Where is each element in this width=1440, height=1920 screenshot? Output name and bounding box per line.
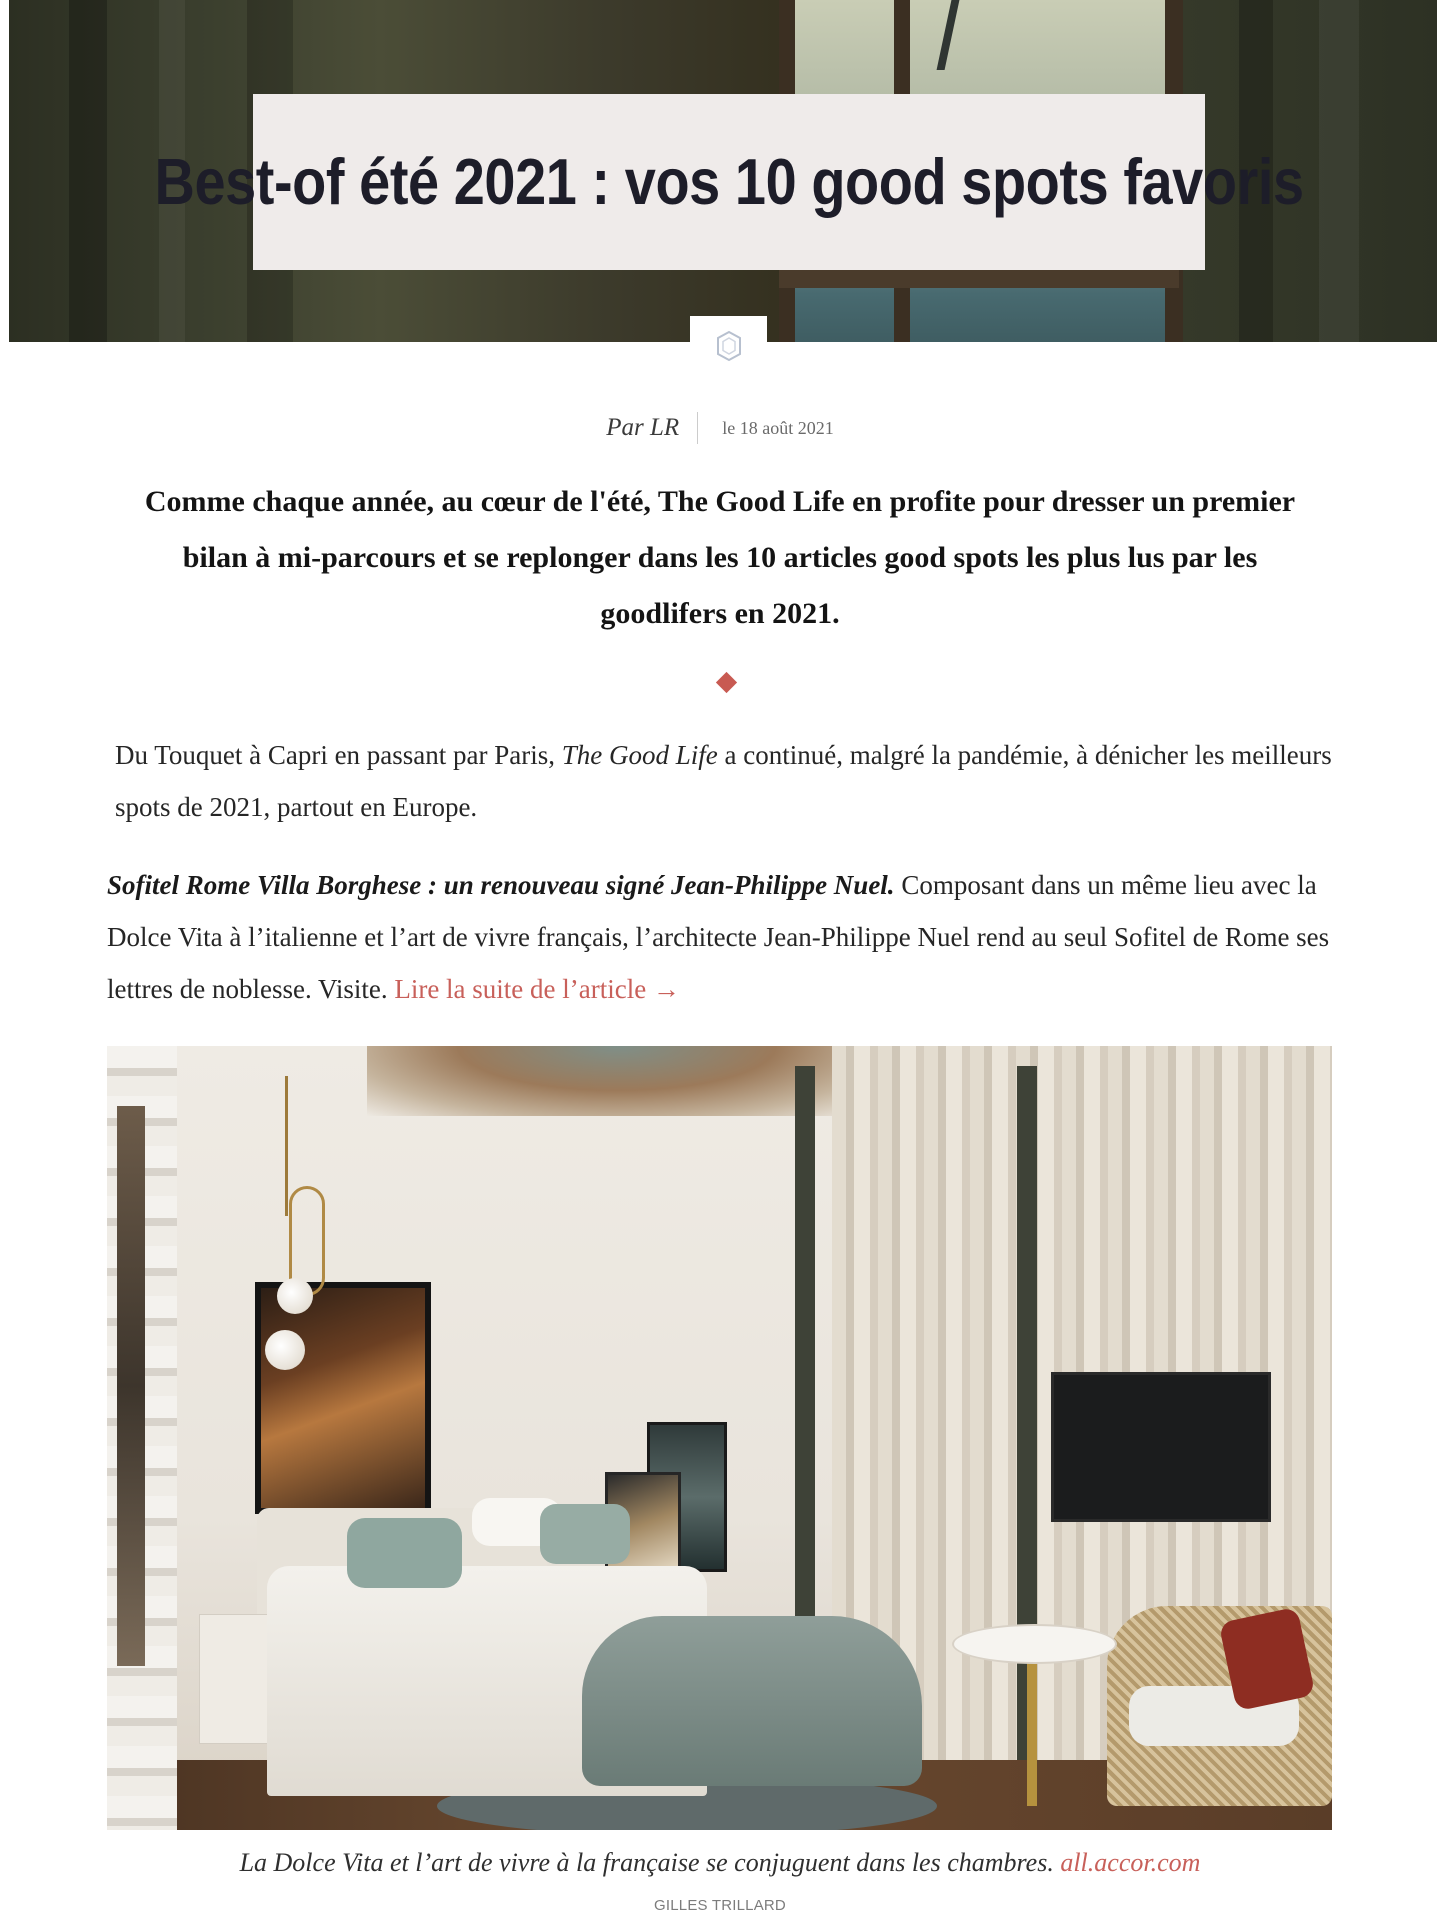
pillow (540, 1504, 630, 1564)
article-title: Best-of été 2021 : vos 10 good spots favoris (154, 145, 1304, 218)
curtain-shade (69, 0, 107, 342)
p1-text-end: a continué, malgré la pandémie, à dénicher les meilleurs spots de 2021, partout en Europe. (115, 740, 1332, 822)
article-intro: Comme chaque année, au cœur de l'été, The Good Life en profite pour dresser un premier bilan à mi-parcours et se replonger dans les 10 articles good spots les plus lus par les goodlifers en 2021. (144, 485, 1296, 630)
mirror-glass (117, 1106, 145, 1666)
side-table (952, 1624, 1117, 1664)
publish-date: le 18 août 2021 (722, 417, 834, 438)
p1-text-start: Du Touquet à Capri en passant par Paris, (115, 740, 562, 770)
body-paragraph-2 (107, 859, 1347, 1015)
author-name[interactable]: Par LR (606, 414, 680, 441)
wall-tv (1051, 1372, 1271, 1522)
pillow (347, 1518, 462, 1588)
site-logo-badge (690, 316, 767, 376)
caption-text: La Dolce Vita et l’art de vivre à la française se conjuguent dans les chambres. (239, 1848, 1061, 1877)
hotel-room-photo (107, 1046, 1332, 1830)
article-title-box (154, 94, 1304, 270)
photo-credit: GILLES TRILLARD (654, 1897, 786, 1914)
ceiling-fresco (367, 1046, 867, 1116)
side-table-leg (1027, 1656, 1037, 1806)
read-more-link[interactable]: Lire la suite de l’article → (394, 974, 680, 1004)
caption-source-link[interactable]: all.accor.com (1060, 1848, 1201, 1877)
spot-title: Sofitel Rome Villa Borghese : un renouveau signé Jean-Philippe Nuel. (107, 870, 895, 900)
byline (0, 412, 1440, 444)
diamond-divider-icon (716, 672, 737, 693)
body-paragraph-1 (115, 729, 1335, 833)
pendant-bulb (277, 1278, 313, 1314)
spot-description: Composant dans un même lieu avec la Dolce Vita à l’italienne et l’art de vivre français, l’architecte Jean-Philippe Nuel rend au seul Sofitel de Rome ses lettres de noblesse. Visite. (107, 870, 1330, 1004)
wall-painting (255, 1282, 431, 1514)
velvet-bench (582, 1616, 922, 1786)
pendant-bulb (265, 1330, 305, 1370)
photo-caption (0, 1848, 1440, 1878)
hexagon-logo-icon (716, 330, 742, 362)
curtain-shade (1319, 0, 1359, 342)
pendant-lamp-rod (285, 1076, 288, 1216)
p1-emphasis: The Good Life (561, 740, 718, 770)
